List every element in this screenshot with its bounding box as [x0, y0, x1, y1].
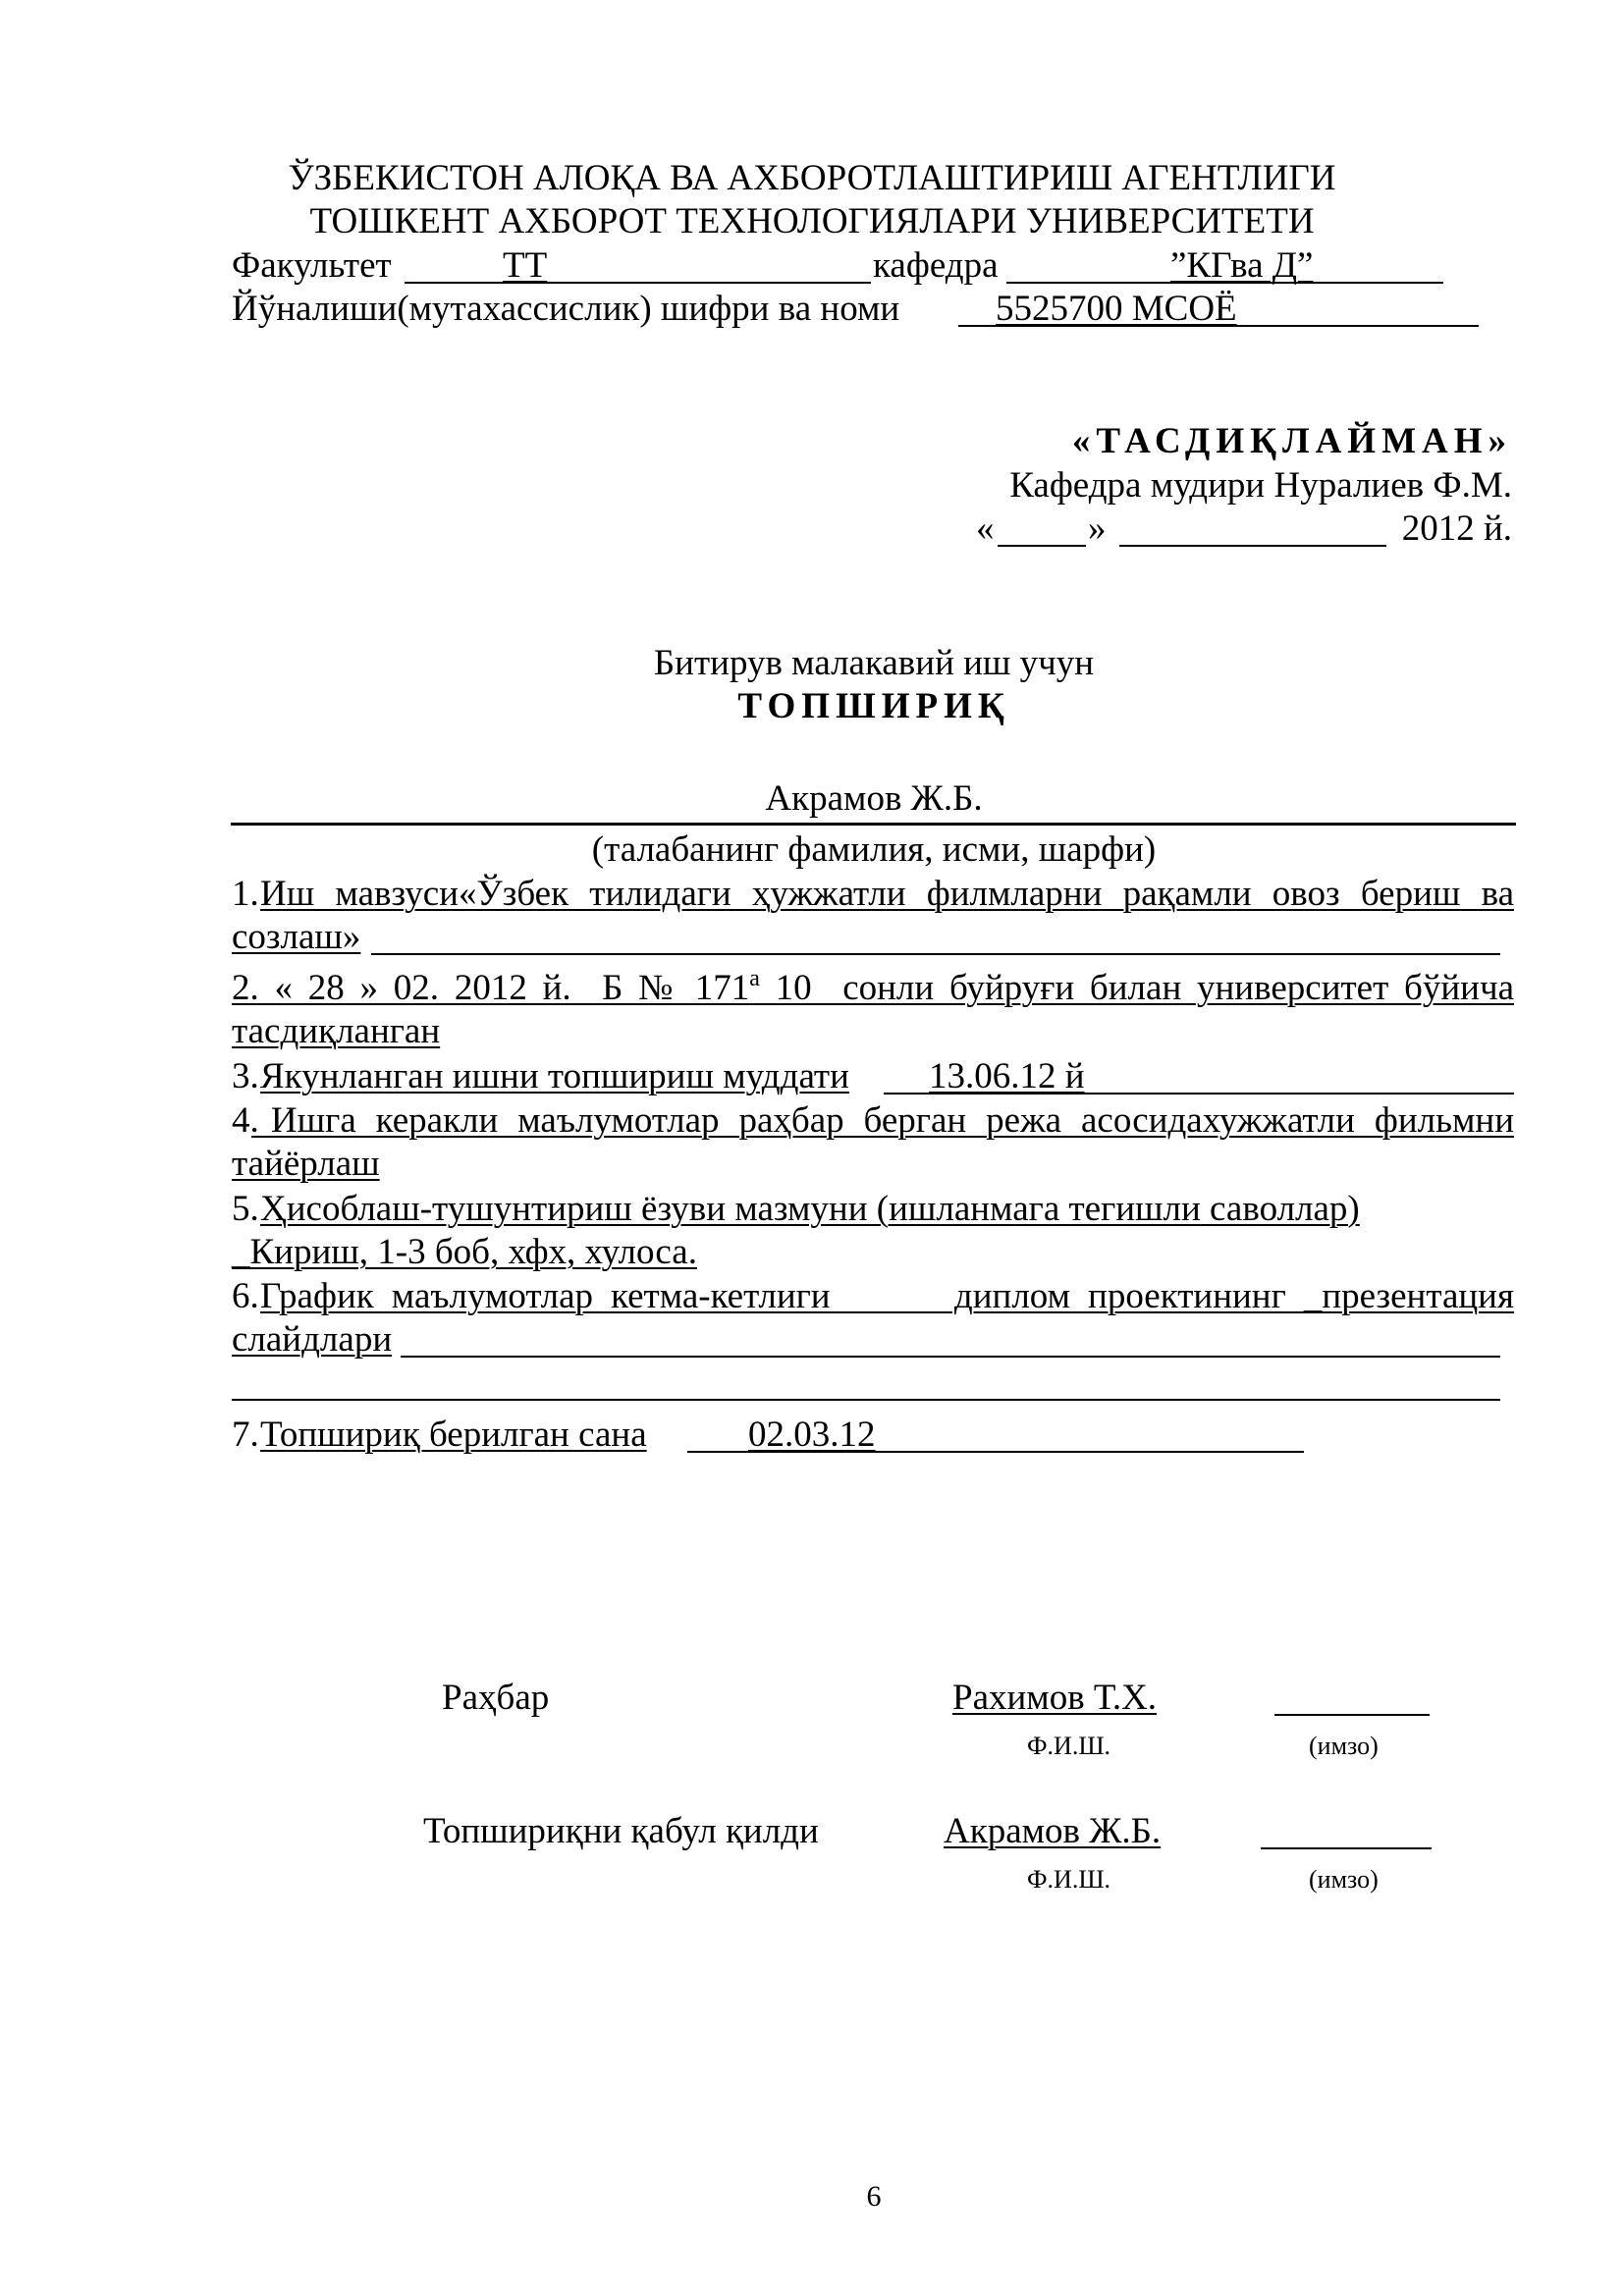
supervisor-label: Раҳбар — [442, 1678, 550, 1718]
approval-year: 2012 й. — [1401, 508, 1512, 549]
item-6-extra-line — [232, 1399, 1500, 1401]
item-6-fill-line — [401, 1356, 1500, 1358]
acceptor-sign-caption: (имзо) — [1309, 1865, 1379, 1894]
acceptor-signature-line — [1261, 1847, 1432, 1849]
item-3-fill-line — [884, 1093, 1514, 1095]
student-name-line — [231, 823, 1516, 826]
item-5-line-1: Ҳисоблаш-тушунтириш ёзуви мазмуни (ишланмага тегишли саволлар) — [260, 1189, 1360, 1229]
item-4-line-1: Ишга керакли маълумотлар раҳбар берган режа асосидахужжатли фильмни — [251, 1100, 1514, 1141]
direction-line — [958, 325, 1479, 327]
item-6-line-1: График маълумотлар кетма-кетлиги диплом проектининг _презентация — [260, 1276, 1514, 1316]
item-7-number: 7. — [232, 1415, 259, 1455]
item-7-value: 02.03.12 — [748, 1415, 876, 1455]
faculty-line — [405, 282, 871, 284]
item-6-line-2: слайдлари — [232, 1319, 393, 1360]
item-4-number: 4. — [232, 1100, 259, 1141]
acceptor-name: Акрамов Ж.Б. — [944, 1811, 1162, 1851]
student-caption: (талабанинг фамилия, исми, шарфи) — [591, 829, 1157, 870]
student-name: Акрамов Ж.Б. — [765, 778, 983, 819]
direction-value: 5525700 МСОЁ — [996, 289, 1237, 329]
university-title: ТОШКЕНТ АХБОРОТ ТЕХНОЛОГИЯЛАРИ УНИВЕРСИТЕТИ — [309, 201, 1315, 241]
approval-date-close: » — [1088, 508, 1107, 549]
acceptor-label: Топшириқни қабул қилди — [423, 1811, 819, 1851]
approval-head: Кафедра мудири Нуралиев Ф.М. — [1009, 465, 1512, 506]
task-subtitle: Битирув малакавий иш учун — [653, 643, 1095, 683]
supervisor-fio-caption: Ф.И.Ш. — [1027, 1732, 1111, 1760]
department-label: кафедра — [873, 245, 999, 286]
task-title: ТОПШИРИҚ — [737, 686, 1010, 726]
approval-title: «ТАСДИҚЛАЙМАН» — [1071, 421, 1512, 461]
item-1-line-1: Иш мавзуси«Ўзбек тилидаги ҳужжатли филмларни рақамли овоз бериш ва — [260, 874, 1514, 914]
faculty-label: Факультет — [232, 245, 392, 286]
supervisor-signature-line — [1274, 1714, 1430, 1716]
item-7-fill-line — [687, 1451, 1304, 1453]
item-2-line-1: 2. « 28 » 02. 2012 й. Б № $171^а$ 10 сонли буйруғи билан университет бўйича — [232, 966, 1514, 1008]
faculty-value: ТТ — [503, 245, 548, 286]
item-7-label: Топшириқ берилган сана — [260, 1415, 647, 1455]
item-5-line-2: _Кириш, 1-3 боб, хфх, хулоса. — [232, 1232, 697, 1272]
supervisor-sign-caption: (имзо) — [1309, 1732, 1379, 1760]
item-1-fill-line — [371, 953, 1500, 955]
approval-day-line — [998, 545, 1086, 547]
item-5-number: 5. — [232, 1189, 259, 1229]
item-4-line-2: тайёрлаш — [232, 1144, 380, 1184]
page-number: 6 — [866, 2180, 882, 2213]
department-value: ”КГва Д” — [1170, 245, 1314, 286]
item-2-line-2: тасдиқланган — [232, 1011, 441, 1051]
item-3-value: 13.06.12 й — [929, 1056, 1085, 1096]
approval-date-open: « — [976, 508, 995, 549]
department-line — [1006, 282, 1443, 284]
direction-label: Йўналиши(мутахассислик) шифри ва номи — [232, 289, 900, 329]
acceptor-fio-caption: Ф.И.Ш. — [1027, 1865, 1111, 1894]
agency-title: ЎЗБЕКИСТОН АЛОҚА ВА АХБОРОТЛАШТИРИШ АГЕНТЛИГИ — [288, 158, 1336, 198]
item-3-label: Якунланган ишни топшириш муддати — [260, 1056, 849, 1096]
supervisor-name: Рахимов Т.Х. — [952, 1678, 1158, 1718]
item-3-number: 3. — [232, 1056, 259, 1096]
item-1-line-2: созлаш» — [232, 917, 361, 957]
item-6-number: 6. — [232, 1276, 259, 1316]
item-1-number: 1. — [232, 874, 259, 914]
